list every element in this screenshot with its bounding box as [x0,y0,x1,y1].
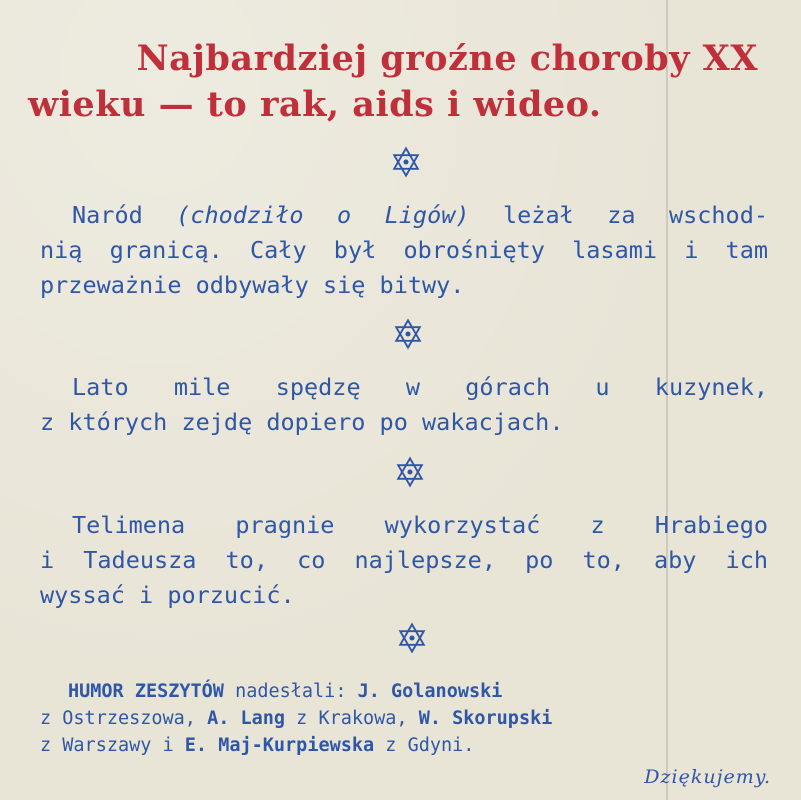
joke-2-line-1: Lato mile spędzę w górach u kuzynek, [72,373,768,401]
credits-text: z Gdyni. [374,735,475,756]
credits-line-1 [40,678,770,705]
credits-line-3 [40,732,770,759]
contributor-name: A. Lang [207,708,286,729]
joke-2-line-2: z których zejdę dopiero po wakacjach. [40,408,564,436]
credits-text: z Warszawy i [40,735,185,756]
six-pointed-star-icon [388,144,424,180]
credits-block [40,678,770,759]
contributor-name: W. Skorupski [418,708,553,729]
credits-line-2 [40,705,770,732]
credits-text: z Krakowa, [285,708,419,729]
joke-paragraph-2 [40,370,768,440]
credits-text: z Ostrzeszowa, [40,708,208,729]
joke-1-line-3: przeważnie odbywały się bitwy. [40,271,465,299]
joke-3-line-2: i Tadeusza to, co najlepsze, po to, aby ich [40,546,768,574]
contributor-name: J. Golanowski [357,681,503,702]
joke-paragraph-1 [40,198,768,303]
joke-1-text-b: leżał za wschod- [469,201,769,229]
joke-3-line-1: Telimena pragnie wykorzystać z Hrabiego [72,511,768,539]
credits-verb: nadesłali: [223,681,358,702]
headline-line-1: Najbardziej groźne choroby XX [136,38,758,79]
joke-1-line-1 [40,198,768,233]
joke-3-line-3: wyssać i porzucić. [40,581,295,609]
joke-1-italic: (chodziło o Ligów) [176,201,470,229]
credits-lead: HUMOR ZESZYTÓW [68,681,224,702]
six-pointed-star-icon [392,454,428,490]
joke-paragraph-3 [40,508,768,613]
joke-1-line-2: nią granicą. Cały był obrośnięty lasami i tam [40,236,768,264]
six-pointed-star-icon [390,316,426,352]
joke-1-text-a: Naród [72,201,177,229]
contributor-name: E. Maj-Kurpiewska [184,735,375,756]
thanks-signoff: Dziękujemy. [644,766,771,788]
headline [28,36,758,128]
six-pointed-star-icon [394,620,430,656]
headline-line-2: wieku — to rak, aids i wideo. [28,84,602,125]
